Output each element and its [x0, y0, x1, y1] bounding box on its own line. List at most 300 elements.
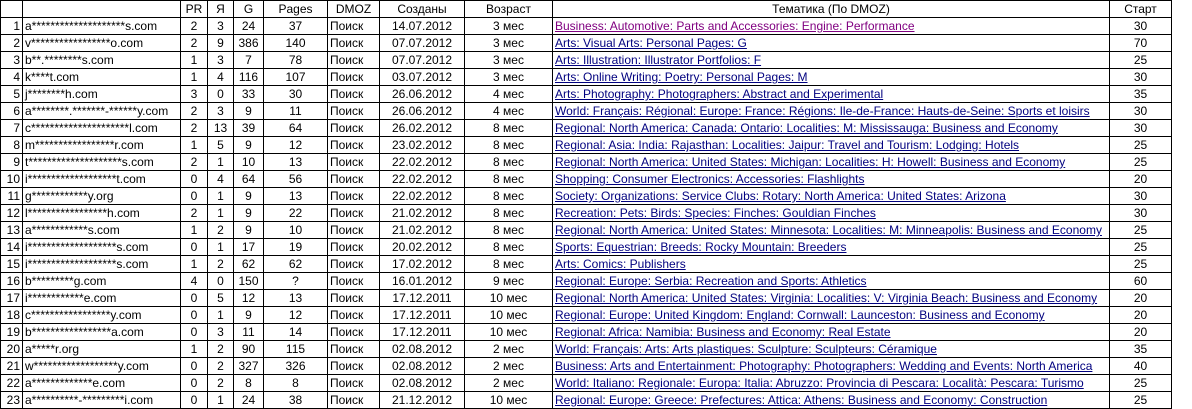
pages-cell: 22 — [264, 205, 328, 222]
g-cell: 386 — [234, 35, 264, 52]
topic-cell — [553, 392, 1110, 409]
header-pages: Pages — [264, 1, 328, 18]
start-cell: 20 — [1110, 307, 1172, 324]
topic-link[interactable]: Arts: Illustration: Illustrator Portfolios: F — [555, 53, 762, 67]
pages-cell: 13 — [264, 154, 328, 171]
row-number: 6 — [1, 103, 23, 120]
start-cell: 25 — [1110, 256, 1172, 273]
ya-cell: 0 — [208, 86, 234, 103]
pr-cell: 0 — [181, 188, 208, 205]
topic-cell — [553, 188, 1110, 205]
row-number: 15 — [1, 256, 23, 273]
created-cell: 17.12.2011 — [380, 290, 465, 307]
dmoz-cell: Поиск — [328, 188, 380, 205]
pages-cell: 12 — [264, 307, 328, 324]
ya-cell: 5 — [208, 290, 234, 307]
pages-cell: 37 — [264, 18, 328, 35]
pr-cell: 0 — [181, 171, 208, 188]
topic-cell — [553, 69, 1110, 86]
dmoz-cell: Поиск — [328, 205, 380, 222]
header-topic: Тематика (По DMOZ) — [553, 1, 1110, 18]
domain-cell: j********h.com — [23, 86, 181, 103]
row-number: 9 — [1, 154, 23, 171]
pr-cell: 1 — [181, 52, 208, 69]
pr-cell: 1 — [181, 69, 208, 86]
dmoz-cell: Поиск — [328, 392, 380, 409]
g-cell: 9 — [234, 137, 264, 154]
pages-cell: 30 — [264, 86, 328, 103]
topic-link[interactable]: Regional: Africa: Namibia: Business and Economy: Real Estate — [555, 325, 891, 339]
table-row — [1, 273, 1172, 290]
pr-cell: 0 — [181, 290, 208, 307]
topic-link[interactable]: Regional: Europe: United Kingdom: England: Cornwall: Launceston: Business and Economy — [555, 308, 1045, 322]
domain-cell: i*******************t.com — [23, 171, 181, 188]
created-cell: 14.07.2012 — [380, 18, 465, 35]
ya-cell: 2 — [208, 222, 234, 239]
age-cell: 9 мес — [465, 273, 553, 290]
g-cell: 62 — [234, 256, 264, 273]
created-cell: 22.02.2012 — [380, 154, 465, 171]
dmoz-cell: Поиск — [328, 52, 380, 69]
start-cell: 30 — [1110, 205, 1172, 222]
created-cell: 02.08.2012 — [380, 375, 465, 392]
table-row — [1, 18, 1172, 35]
created-cell: 17.12.2011 — [380, 307, 465, 324]
topic-cell — [553, 375, 1110, 392]
topic-link[interactable]: Arts: Visual Arts: Personal Pages: G — [555, 36, 747, 50]
topic-link[interactable]: Business: Arts and Entertainment: Photography: Photographers: Wedding and Events: North America — [555, 359, 1093, 373]
age-cell: 8 мес — [465, 171, 553, 188]
created-cell: 17.02.2012 — [380, 256, 465, 273]
domain-cell: i************e.com — [23, 290, 181, 307]
header-start: Старт — [1110, 1, 1172, 18]
topic-cell — [553, 137, 1110, 154]
topic-cell — [553, 222, 1110, 239]
age-cell: 8 мес — [465, 222, 553, 239]
table-row — [1, 69, 1172, 86]
topic-link[interactable]: Regional: Asia: India: Rajasthan: Localities: Jaipur: Travel and Tourism: Lodging: Hotels — [555, 138, 1020, 152]
dmoz-cell: Поиск — [328, 256, 380, 273]
created-cell: 23.02.2012 — [380, 137, 465, 154]
row-number: 13 — [1, 222, 23, 239]
row-number: 17 — [1, 290, 23, 307]
domain-cell: i*******************s.com — [23, 256, 181, 273]
age-cell: 3 мес — [465, 52, 553, 69]
dmoz-cell: Поиск — [328, 154, 380, 171]
domain-cell: g************y.org — [23, 188, 181, 205]
pages-cell: 14 — [264, 324, 328, 341]
table-row — [1, 103, 1172, 120]
age-cell: 8 мес — [465, 239, 553, 256]
table-row — [1, 52, 1172, 69]
topic-link[interactable]: Regional: North America: Canada: Ontario: Localities: M: Mississauga: Business and Economy — [555, 121, 1058, 135]
header-num — [1, 1, 23, 18]
topic-cell — [553, 256, 1110, 273]
topic-cell — [553, 86, 1110, 103]
domain-cell: m*****************r.com — [23, 137, 181, 154]
dmoz-cell: Поиск — [328, 103, 380, 120]
start-cell: 25 — [1110, 239, 1172, 256]
table-row — [1, 188, 1172, 205]
row-number: 21 — [1, 358, 23, 375]
pr-cell: 3 — [181, 86, 208, 103]
topic-link[interactable]: Sports: Equestrian: Breeds: Rocky Mountain: Breeders — [555, 240, 847, 254]
topic-link[interactable]: Arts: Photography: Photographers: Abstract and Experimental — [555, 87, 884, 101]
dmoz-cell: Поиск — [328, 341, 380, 358]
age-cell: 3 мес — [465, 35, 553, 52]
domain-cell: a*************e.com — [23, 375, 181, 392]
g-cell: 9 — [234, 222, 264, 239]
table-row — [1, 239, 1172, 256]
start-cell: 25 — [1110, 137, 1172, 154]
pages-cell: 38 — [264, 392, 328, 409]
pages-cell: 12 — [264, 137, 328, 154]
created-cell: 07.07.2012 — [380, 35, 465, 52]
domain-cell: a*****r.org — [23, 341, 181, 358]
header-age: Возраст — [465, 1, 553, 18]
table-row — [1, 324, 1172, 341]
topic-cell — [553, 307, 1110, 324]
g-cell: 64 — [234, 171, 264, 188]
ya-cell: 3 — [208, 324, 234, 341]
header-dmoz: DMOZ — [328, 1, 380, 18]
topic-cell — [553, 120, 1110, 137]
pr-cell: 1 — [181, 137, 208, 154]
age-cell: 10 мес — [465, 324, 553, 341]
start-cell: 35 — [1110, 86, 1172, 103]
table-row — [1, 392, 1172, 409]
created-cell: 20.02.2012 — [380, 239, 465, 256]
row-number: 12 — [1, 205, 23, 222]
created-cell: 16.01.2012 — [380, 273, 465, 290]
pr-cell: 1 — [181, 256, 208, 273]
start-cell: 70 — [1110, 35, 1172, 52]
topic-cell — [553, 290, 1110, 307]
topic-cell — [553, 205, 1110, 222]
g-cell: 9 — [234, 103, 264, 120]
created-cell: 17.12.2011 — [380, 324, 465, 341]
dmoz-cell: Поиск — [328, 137, 380, 154]
topic-cell — [553, 324, 1110, 341]
table-row — [1, 86, 1172, 103]
topic-cell — [553, 52, 1110, 69]
g-cell: 9 — [234, 205, 264, 222]
age-cell: 2 мес — [465, 341, 553, 358]
domain-cell: a************s.com — [23, 222, 181, 239]
pr-cell: 2 — [181, 35, 208, 52]
domain-cell: v*****************o.com — [23, 35, 181, 52]
ya-cell: 1 — [208, 205, 234, 222]
row-number: 3 — [1, 52, 23, 69]
topic-link[interactable]: Arts: Comics: Publishers — [555, 257, 686, 271]
created-cell: 26.06.2012 — [380, 86, 465, 103]
row-number: 8 — [1, 137, 23, 154]
row-number: 5 — [1, 86, 23, 103]
g-cell: 327 — [234, 358, 264, 375]
start-cell: 30 — [1110, 188, 1172, 205]
topic-cell — [553, 18, 1110, 35]
table-row — [1, 154, 1172, 171]
pr-cell: 4 — [181, 273, 208, 290]
row-number: 2 — [1, 35, 23, 52]
dmoz-cell: Поиск — [328, 273, 380, 290]
topic-link[interactable]: Regional: Europe: Greece: Prefectures: Attica: Athens: Business and Economy: Construction — [555, 393, 1048, 407]
pages-cell: 115 — [264, 341, 328, 358]
topic-cell — [553, 171, 1110, 188]
dmoz-cell: Поиск — [328, 69, 380, 86]
dmoz-cell: Поиск — [328, 18, 380, 35]
age-cell: 10 мес — [465, 290, 553, 307]
row-number: 20 — [1, 341, 23, 358]
g-cell: 33 — [234, 86, 264, 103]
created-cell: 21.12.2012 — [380, 392, 465, 409]
pages-cell: 107 — [264, 69, 328, 86]
g-cell: 12 — [234, 290, 264, 307]
created-cell: 21.02.2012 — [380, 222, 465, 239]
g-cell: 10 — [234, 154, 264, 171]
topic-cell — [553, 341, 1110, 358]
dmoz-cell: Поиск — [328, 120, 380, 137]
pages-cell: 326 — [264, 358, 328, 375]
topic-link[interactable]: Regional: Europe: Serbia: Recreation and Sports: Athletics — [555, 274, 867, 288]
table-row — [1, 35, 1172, 52]
domain-cell: a**********-*********i.com — [23, 392, 181, 409]
start-cell: 20 — [1110, 171, 1172, 188]
header-ya: Я — [208, 1, 234, 18]
pr-cell: 1 — [181, 341, 208, 358]
domain-cell: a********.*******-******y.com — [23, 103, 181, 120]
row-number: 22 — [1, 375, 23, 392]
age-cell: 2 мес — [465, 375, 553, 392]
domain-cell: a********************s.com — [23, 18, 181, 35]
g-cell: 24 — [234, 392, 264, 409]
pages-cell: 8 — [264, 375, 328, 392]
g-cell: 24 — [234, 18, 264, 35]
table-row — [1, 171, 1172, 188]
domain-cell: i*******************s.com — [23, 239, 181, 256]
pages-cell: 64 — [264, 120, 328, 137]
ya-cell: 9 — [208, 35, 234, 52]
dmoz-cell: Поиск — [328, 222, 380, 239]
table-row — [1, 375, 1172, 392]
ya-cell: 5 — [208, 137, 234, 154]
created-cell: 03.07.2012 — [380, 69, 465, 86]
ya-cell: 1 — [208, 239, 234, 256]
g-cell: 9 — [234, 307, 264, 324]
topic-link[interactable]: World: Français: Arts: Arts plastiques: Sculpture: Sculpteurs: Céramique — [555, 342, 937, 356]
start-cell: 25 — [1110, 392, 1172, 409]
age-cell: 8 мес — [465, 205, 553, 222]
pr-cell: 2 — [181, 205, 208, 222]
pages-cell: 10 — [264, 222, 328, 239]
topic-link[interactable]: Recreation: Pets: Birds: Species: Finches: Gouldian Finches — [555, 206, 876, 220]
table-row — [1, 120, 1172, 137]
start-cell: 25 — [1110, 52, 1172, 69]
dmoz-cell: Поиск — [328, 375, 380, 392]
row-number: 18 — [1, 307, 23, 324]
dmoz-cell: Поиск — [328, 324, 380, 341]
table-row — [1, 256, 1172, 273]
domain-cell: t********************s.com — [23, 154, 181, 171]
g-cell: 150 — [234, 273, 264, 290]
ya-cell: 1 — [208, 307, 234, 324]
age-cell: 10 мес — [465, 307, 553, 324]
dmoz-cell: Поиск — [328, 358, 380, 375]
topic-link[interactable]: World: Italiano: Regionale: Europa: Italia: Abruzzo: Provincia di Pescara: Località: Pescara: Turismo — [555, 376, 1084, 390]
pages-cell: 13 — [264, 188, 328, 205]
domain-cell: b*********g.com — [23, 273, 181, 290]
ya-cell: 2 — [208, 375, 234, 392]
ya-cell: 3 — [208, 52, 234, 69]
age-cell: 4 мес — [465, 103, 553, 120]
pr-cell: 0 — [181, 239, 208, 256]
domain-cell: b**.********s.com — [23, 52, 181, 69]
age-cell: 2 мес — [465, 358, 553, 375]
ya-cell: 1 — [208, 392, 234, 409]
created-cell: 22.02.2012 — [380, 188, 465, 205]
start-cell: 20 — [1110, 290, 1172, 307]
ya-cell: 13 — [208, 120, 234, 137]
header-row — [1, 1, 1172, 18]
topic-link[interactable]: Business: Automotive: Parts and Accessories: Engine: Performance — [555, 19, 915, 33]
table-row — [1, 222, 1172, 239]
age-cell: 8 мес — [465, 137, 553, 154]
ya-cell: 2 — [208, 358, 234, 375]
g-cell: 11 — [234, 324, 264, 341]
start-cell: 30 — [1110, 120, 1172, 137]
topic-cell — [553, 154, 1110, 171]
header-domain — [23, 1, 181, 18]
topic-cell — [553, 239, 1110, 256]
row-number: 11 — [1, 188, 23, 205]
row-number: 4 — [1, 69, 23, 86]
start-cell: 20 — [1110, 324, 1172, 341]
topic-cell — [553, 273, 1110, 290]
created-cell: 21.02.2012 — [380, 205, 465, 222]
row-number: 16 — [1, 273, 23, 290]
created-cell: 22.02.2012 — [380, 171, 465, 188]
start-cell: 60 — [1110, 273, 1172, 290]
start-cell: 30 — [1110, 103, 1172, 120]
domain-cell: b*****************a.com — [23, 324, 181, 341]
pages-cell: 140 — [264, 35, 328, 52]
topic-link[interactable]: World: Français: Régional: Europe: France: Régions: Ile-de-France: Hauts-de-Seine: Sports et loisirs — [555, 104, 1090, 118]
topic-link[interactable]: Society: Organizations: Service Clubs: Rotary: North America: United States: Arizona — [555, 189, 1006, 203]
g-cell: 116 — [234, 69, 264, 86]
pages-cell: 78 — [264, 52, 328, 69]
age-cell: 10 мес — [465, 392, 553, 409]
dmoz-cell: Поиск — [328, 307, 380, 324]
domain-cell: k****t.com — [23, 69, 181, 86]
topic-link[interactable]: Arts: Online Writing: Poetry: Personal Pages: M — [555, 70, 808, 84]
topic-link[interactable]: Regional: North America: United States: Virginia: Localities: V: Virginia Beach: Business and Economy — [555, 291, 1098, 305]
domain-cell: c*****************y.com — [23, 307, 181, 324]
dmoz-cell: Поиск — [328, 86, 380, 103]
age-cell: 8 мес — [465, 256, 553, 273]
table-row — [1, 137, 1172, 154]
created-cell: 26.06.2012 — [380, 103, 465, 120]
g-cell: 90 — [234, 341, 264, 358]
pages-cell: ? — [264, 273, 328, 290]
dmoz-cell: Поиск — [328, 290, 380, 307]
pr-cell: 0 — [181, 358, 208, 375]
row-number: 23 — [1, 392, 23, 409]
start-cell: 25 — [1110, 222, 1172, 239]
pages-cell: 13 — [264, 290, 328, 307]
table-row — [1, 205, 1172, 222]
ya-cell: 1 — [208, 154, 234, 171]
row-number: 1 — [1, 18, 23, 35]
topic-cell — [553, 35, 1110, 52]
pr-cell: 2 — [181, 120, 208, 137]
dmoz-cell: Поиск — [328, 35, 380, 52]
g-cell: 39 — [234, 120, 264, 137]
pages-cell: 56 — [264, 171, 328, 188]
start-cell: 30 — [1110, 18, 1172, 35]
dmoz-cell: Поиск — [328, 239, 380, 256]
start-cell: 25 — [1110, 375, 1172, 392]
ya-cell: 4 — [208, 171, 234, 188]
g-cell: 9 — [234, 188, 264, 205]
start-cell: 30 — [1110, 69, 1172, 86]
pr-cell: 0 — [181, 392, 208, 409]
pr-cell: 1 — [181, 222, 208, 239]
g-cell: 7 — [234, 52, 264, 69]
topic-link[interactable]: Shopping: Consumer Electronics: Accessories: Flashlights — [555, 172, 865, 186]
ya-cell: 4 — [208, 69, 234, 86]
ya-cell: 2 — [208, 341, 234, 358]
ya-cell: 3 — [208, 18, 234, 35]
pr-cell: 0 — [181, 375, 208, 392]
row-number: 10 — [1, 171, 23, 188]
header-pr: PR — [181, 1, 208, 18]
pages-cell: 19 — [264, 239, 328, 256]
row-number: 19 — [1, 324, 23, 341]
start-cell: 35 — [1110, 341, 1172, 358]
topic-cell — [553, 103, 1110, 120]
start-cell: 25 — [1110, 154, 1172, 171]
pages-cell: 11 — [264, 103, 328, 120]
created-cell: 02.08.2012 — [380, 341, 465, 358]
g-cell: 17 — [234, 239, 264, 256]
domain-cell: l*****************h.com — [23, 205, 181, 222]
ya-cell: 3 — [208, 103, 234, 120]
table-row — [1, 341, 1172, 358]
age-cell: 8 мес — [465, 120, 553, 137]
topic-link[interactable]: Regional: North America: United States: Minnesota: Localities: M: Minneapolis: Business and Economy — [555, 223, 1102, 237]
g-cell: 8 — [234, 375, 264, 392]
header-created: Созданы — [380, 1, 465, 18]
table-row — [1, 307, 1172, 324]
domain-cell: c*********************l.com — [23, 120, 181, 137]
topic-cell — [553, 358, 1110, 375]
pr-cell: 2 — [181, 154, 208, 171]
row-number: 7 — [1, 120, 23, 137]
pr-cell: 2 — [181, 18, 208, 35]
ya-cell: 0 — [208, 273, 234, 290]
dmoz-cell: Поиск — [328, 171, 380, 188]
pr-cell: 0 — [181, 324, 208, 341]
created-cell: 02.08.2012 — [380, 358, 465, 375]
start-cell: 40 — [1110, 358, 1172, 375]
row-number: 14 — [1, 239, 23, 256]
age-cell: 8 мес — [465, 188, 553, 205]
age-cell: 3 мес — [465, 18, 553, 35]
created-cell: 07.07.2012 — [380, 52, 465, 69]
header-g: G — [234, 1, 264, 18]
table-row — [1, 290, 1172, 307]
topic-link[interactable]: Regional: North America: United States: Michigan: Localities: H: Howell: Business and Economy — [555, 155, 1066, 169]
